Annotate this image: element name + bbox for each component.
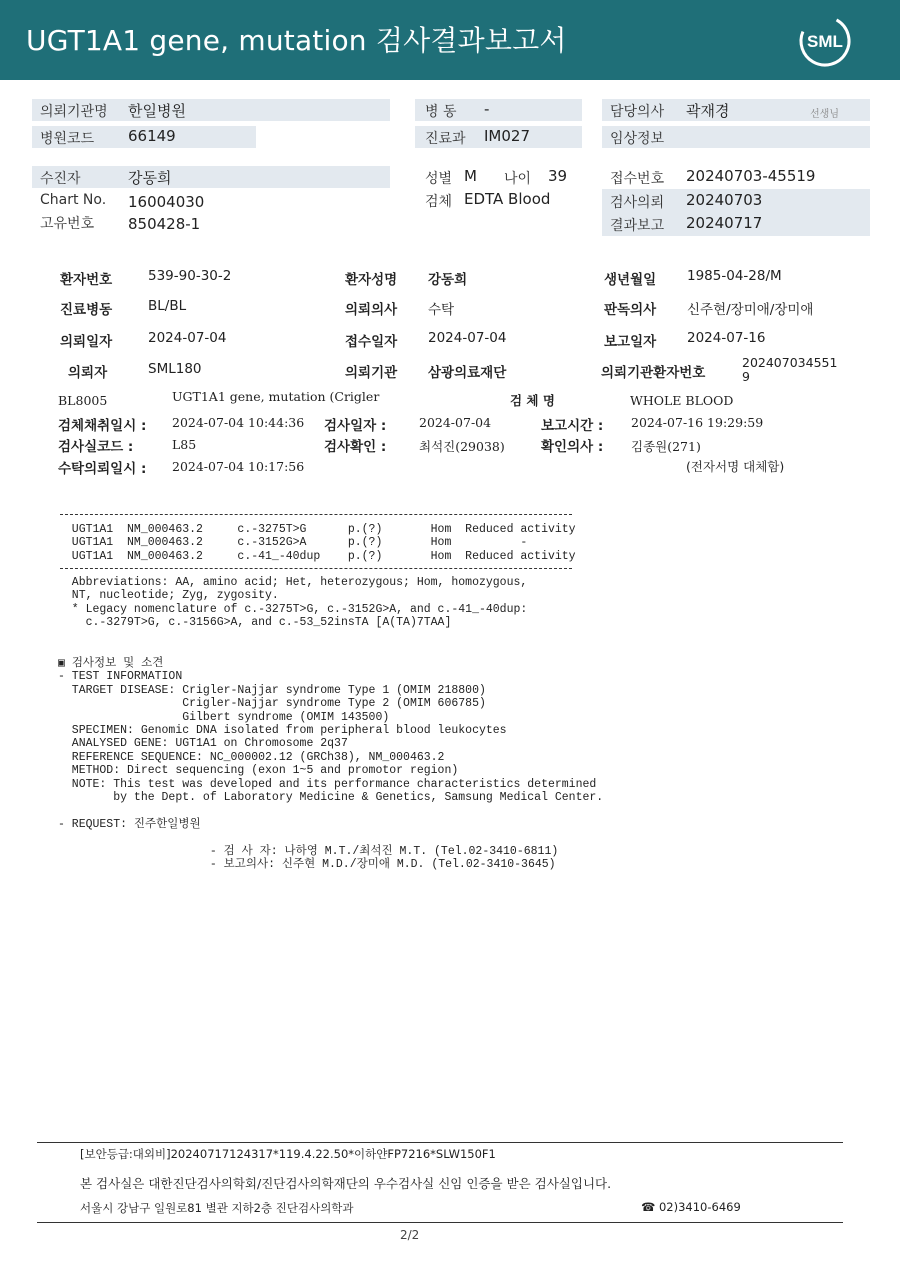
reader-value: 신주현/장미애/장미애 (687, 302, 814, 318)
patient-no-label: 환자번호 (60, 272, 113, 288)
report-date-label: 보고일자 (604, 334, 657, 350)
sex-value: M (464, 167, 477, 185)
uid-value: 850428-1 (128, 215, 201, 233)
ward2-value: BL/BL (148, 298, 187, 314)
req-date-value: 2024-07-04 (148, 330, 227, 346)
test-code: BL8005 (58, 393, 108, 408)
requester-value: SML180 (148, 361, 202, 377)
test-date-label: 검사일자 : (324, 418, 387, 434)
birth-value: 1985-04-28/M (687, 268, 782, 284)
patient-no-value: 539-90-30-2 (148, 268, 232, 284)
results-table: UGT1A1 NM_000463.2 c.-3275T>G p.(?) Hom Reduced activity UGT1A1 NM_000463.2 c.-3152G>A p.(?) Hom - UGT1A1 NM_000463.2 c.-41_-40dup p.(?) Hom Reduced activity (71, 523, 576, 563)
specimen-label: 검체 (425, 194, 453, 210)
sex-label: 성별 (425, 171, 453, 187)
ward2-label: 진료병동 (60, 302, 113, 318)
test-information: ▣ 검사정보 및 소견 - TEST INFORMATION TARGET DISEASE: Crigler-Najjar syndrome Type 1 (OMIM 218800) Crigler-Najjar syndrome Type 2 (OMIM 606785) Gilbert syndrome (OMIM 143500) SPECIMEN: Genomic DNA isolated from peripheral blood leukocytes ANALYSED GENE: UGT1A1 on Chromosome 2q37 REFERENCE SEQUENCE: NC_000002.12 (GRCh38), NM_000463.2 METHOD: Direct sequencing (exon 1~5 and promotor region) NOTE: This test was developed and its performance characteristics determined by the Dept. of Laboratory Medicine & Genetics, Samsung Medical Center. - REQUEST: 진주한일병원 - 검 사 자: 나하영 M.T./최석진 M.T. (Tel.02-3410-6811) - 보고의사: 신주현 M.D./장미애 M.D. (Tel.02-3410-3645) (58, 657, 604, 872)
abbreviations: Abbreviations: AA, amino acid; Het, heterozygous; Hom, homozygous, NT, nucleotide; Zyg, zygosity. * Legacy nomenclature of c.-3275T>G, c.-3152G>A, and c.-41_-40dup: c.-3279T>G, c.-3156G>A, and c.-53_52insTA [A(TA)7TAA] (71, 576, 528, 630)
recv-date-label: 접수일자 (345, 334, 398, 350)
report-header (0, 0, 900, 80)
birth-label: 생년월일 (604, 272, 657, 288)
req-patient-no-value: 202407034551 (742, 355, 838, 370)
req-patient-no-value-2: 9 (742, 369, 750, 384)
report-label: 결과보고 (610, 218, 665, 234)
request-label: 검사의뢰 (610, 195, 665, 211)
req-doctor-label: 의뢰의사 (345, 302, 398, 318)
collect-time-value: 2024-07-04 10:44:36 (172, 415, 305, 430)
test-confirm-value: 최석진(29038) (419, 439, 505, 454)
patient-label: 수진자 (40, 171, 81, 187)
specimen-value: EDTA Blood (464, 190, 551, 208)
receipt-value: 20240703-45519 (686, 167, 816, 185)
collect-time-label: 검체채취일시 : (58, 418, 147, 434)
test-date-value: 2024-07-04 (419, 415, 492, 430)
certification-text: 본 검사실은 대한진단검사의학회/진단검사의학재단의 우수검사실 신임 인증을 받은 검사실입니다. (80, 1176, 612, 1191)
spec-name-value: WHOLE BLOOD (630, 393, 734, 408)
report-date-value: 2024-07-16 (687, 330, 766, 346)
report-value: 20240717 (686, 214, 763, 232)
requester-label: 의뢰자 (68, 365, 108, 381)
footer-top-rule (37, 1142, 843, 1143)
lab-phone: ☎ 02)3410-6469 (641, 1200, 741, 1214)
report-title: UGT1A1 gene, mutation 검사결과보고서 (26, 24, 567, 57)
req-inst-label: 의뢰기관 (345, 365, 398, 381)
patient-box (32, 166, 390, 188)
age-value: 39 (548, 167, 568, 185)
patient-name-value: 강동희 (428, 272, 468, 288)
hospital-code-value: 66149 (128, 127, 176, 145)
request-value: 20240703 (686, 191, 763, 209)
chart-value: 16004030 (128, 193, 205, 211)
esign-note: (전자서명 대체함) (686, 459, 785, 474)
lab-code-label: 검사실코드 : (58, 439, 134, 455)
consign-time-value: 2024-07-04 10:17:56 (172, 459, 305, 474)
patient-name-label: 환자성명 (345, 272, 398, 288)
ward-label: 병 동 (425, 104, 457, 120)
confirm-doctor-label: 확인의사 : (541, 439, 604, 455)
req-date-label: 의뢰일자 (60, 334, 113, 350)
page-number: 2/2 (400, 1228, 420, 1242)
doctor-label: 담당의사 (610, 104, 665, 120)
spec-name-label: 검 체 명 (510, 393, 555, 408)
results-top-rule (60, 514, 572, 515)
req-patient-no-label: 의뢰기관환자번호 (601, 365, 706, 381)
uid-label: 고유번호 (40, 216, 95, 232)
institution-label: 의뢰기관명 (40, 104, 108, 120)
lab-code-value: L85 (172, 437, 197, 452)
consign-time-label: 수탁의뢰일시 : (58, 461, 147, 477)
footer-bottom-rule (37, 1222, 843, 1223)
reader-label: 판독의사 (604, 302, 657, 318)
hospital-code-label: 병원코드 (40, 131, 95, 147)
doctor-suffix: 선생님 (810, 109, 839, 120)
svg-text:SML: SML (807, 32, 843, 51)
report-time-label: 보고시간 : (541, 418, 604, 434)
test-name: UGT1A1 gene, mutation (Crigler (172, 389, 380, 404)
patient-value: 강동희 (128, 169, 172, 187)
receipt-label: 접수번호 (610, 171, 665, 187)
req-doctor-value: 수탁 (428, 302, 455, 318)
lab-address: 서울시 강남구 일원로81 별관 지하2층 진단검사의학과 (80, 1201, 354, 1215)
age-label: 나이 (504, 171, 532, 187)
chart-label: Chart No. (40, 192, 107, 208)
confirm-doctor-value: 김종원(271) (631, 439, 701, 454)
dept-value: IM027 (484, 127, 530, 145)
ward-value: - (484, 100, 490, 118)
doctor-value: 곽재경 (686, 102, 730, 120)
results-bottom-rule (60, 568, 572, 569)
clinical-label: 임상정보 (610, 131, 665, 147)
security-line: [보안등급:대외비]20240717124317*119.4.22.50*이하얀FP7216*SLW150F1 (80, 1147, 496, 1161)
req-inst-value: 삼광의료재단 (428, 365, 507, 381)
test-confirm-label: 검사확인 : (324, 439, 387, 455)
report-time-value: 2024-07-16 19:29:59 (631, 415, 764, 430)
recv-date-value: 2024-07-04 (428, 330, 507, 346)
dept-label: 진료과 (425, 131, 466, 147)
sml-logo (796, 12, 854, 70)
institution-value: 한일병원 (128, 102, 186, 120)
